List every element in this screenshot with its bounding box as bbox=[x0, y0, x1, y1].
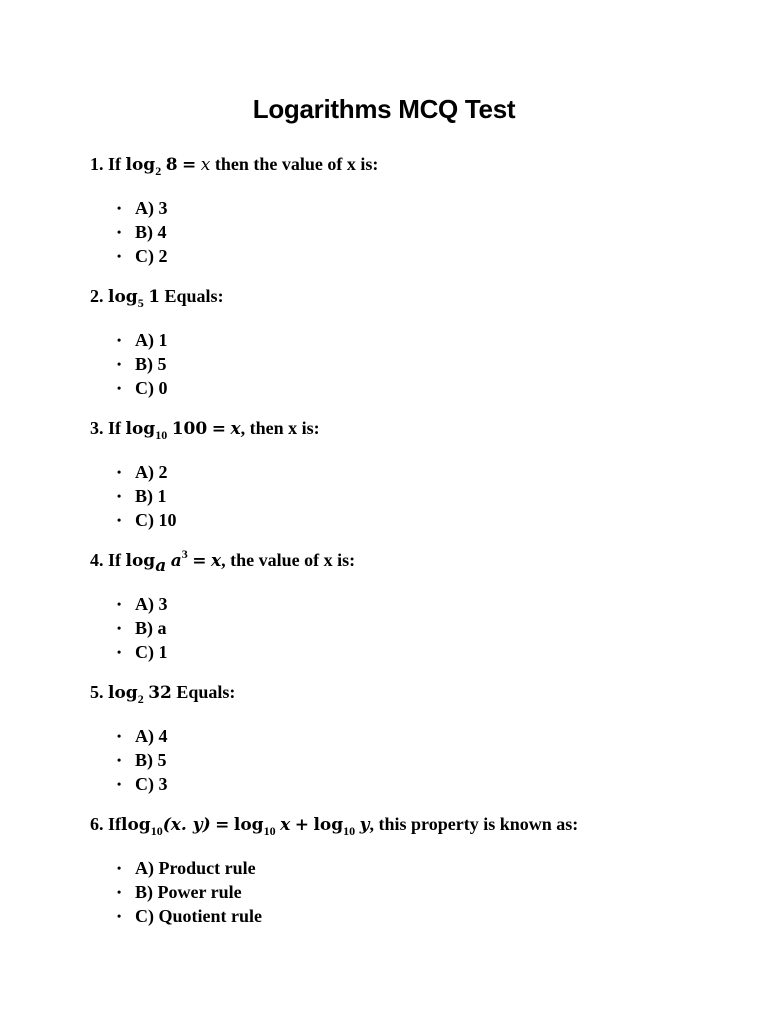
option-label: B) 5 bbox=[135, 750, 167, 770]
option-b bbox=[117, 352, 730, 376]
bullet: • bbox=[117, 729, 122, 743]
math-equals: = bbox=[192, 551, 207, 571]
math-log: log bbox=[313, 815, 344, 835]
option-label: A) 3 bbox=[135, 594, 168, 614]
bullet: • bbox=[117, 861, 122, 875]
math-arg: (x. y) bbox=[162, 815, 211, 835]
option-label: A) 1 bbox=[135, 330, 168, 350]
question-1 bbox=[90, 152, 730, 268]
question-prefix: If bbox=[108, 418, 121, 438]
option-label: B) 1 bbox=[135, 486, 167, 506]
bullet: • bbox=[117, 885, 122, 899]
option-label: C) Quotient rule bbox=[135, 906, 262, 926]
question-3 bbox=[90, 416, 730, 532]
option-label: B) 4 bbox=[135, 222, 167, 242]
option-label: C) 2 bbox=[135, 246, 168, 266]
math-arg: 100 bbox=[171, 419, 208, 439]
math-log: log bbox=[108, 683, 138, 703]
math-log: log bbox=[125, 551, 156, 571]
option-a bbox=[117, 196, 730, 220]
option-c bbox=[117, 904, 730, 928]
question-number: 6. bbox=[90, 814, 104, 834]
options-list bbox=[90, 328, 730, 400]
option-label: B) Power rule bbox=[135, 882, 242, 902]
bullet: • bbox=[117, 909, 122, 923]
question-suffix: then the value of x is: bbox=[214, 154, 379, 174]
math-arg: x bbox=[280, 815, 291, 835]
question-prefix: If bbox=[108, 550, 121, 570]
page-title: Logarithms MCQ Test bbox=[252, 94, 516, 124]
math-arg: 1 bbox=[148, 287, 161, 307]
bullet: • bbox=[117, 489, 122, 503]
math-base: 5 bbox=[137, 296, 144, 310]
question-prefix: If bbox=[108, 814, 121, 834]
question-5 bbox=[90, 680, 730, 796]
option-a bbox=[117, 592, 730, 616]
option-a bbox=[117, 328, 730, 352]
math-log: log bbox=[125, 419, 156, 439]
question-text bbox=[90, 152, 730, 177]
option-label: C) 3 bbox=[135, 774, 168, 794]
question-text bbox=[90, 812, 730, 837]
bullet: • bbox=[117, 465, 122, 479]
question-4 bbox=[90, 548, 730, 664]
option-label: A) 3 bbox=[135, 198, 168, 218]
bullet: • bbox=[117, 333, 122, 347]
question-6 bbox=[90, 812, 730, 928]
bullet: • bbox=[117, 777, 122, 791]
option-label: A) Product rule bbox=[135, 858, 256, 878]
question-prefix: If bbox=[108, 154, 121, 174]
option-a bbox=[117, 724, 730, 748]
options-list bbox=[90, 592, 730, 664]
question-number: 5. bbox=[90, 682, 104, 702]
question-number: 2. bbox=[90, 286, 104, 306]
option-label: C) 10 bbox=[135, 510, 177, 530]
math-log: log bbox=[125, 155, 156, 175]
question-number: 4. bbox=[90, 550, 104, 570]
bullet: • bbox=[117, 201, 122, 215]
question-2 bbox=[90, 284, 730, 400]
option-label: C) 1 bbox=[135, 642, 168, 662]
bullet: • bbox=[117, 645, 122, 659]
options-list bbox=[90, 196, 730, 268]
math-base: 2 bbox=[137, 692, 144, 706]
question-suffix: , this property is known as: bbox=[369, 814, 579, 834]
bullet: • bbox=[117, 381, 122, 395]
math-log: log bbox=[108, 287, 138, 307]
option-label: C) 0 bbox=[135, 378, 168, 398]
question-text bbox=[90, 547, 730, 576]
option-b bbox=[117, 220, 730, 244]
option-b bbox=[117, 484, 730, 508]
option-c bbox=[117, 376, 730, 400]
option-label: A) 4 bbox=[135, 726, 168, 746]
option-b bbox=[117, 880, 730, 904]
math-equals: = bbox=[182, 155, 197, 175]
bullet: • bbox=[117, 597, 122, 611]
bullet: • bbox=[117, 621, 122, 635]
options-list bbox=[90, 856, 730, 928]
question-suffix: Equals: bbox=[164, 286, 224, 306]
options-list bbox=[90, 460, 730, 532]
option-c bbox=[117, 244, 730, 268]
bullet: • bbox=[117, 753, 122, 767]
question-number: 1. bbox=[90, 154, 104, 174]
option-c bbox=[117, 772, 730, 796]
math-var: x bbox=[230, 419, 241, 439]
math-base: 10 bbox=[263, 824, 276, 838]
options-list bbox=[90, 724, 730, 796]
question-text bbox=[90, 680, 730, 705]
question-text bbox=[90, 416, 730, 441]
math-exponent: 3 bbox=[181, 547, 188, 561]
option-b bbox=[117, 748, 730, 772]
option-b bbox=[117, 616, 730, 640]
question-text bbox=[90, 284, 730, 309]
bullet: • bbox=[117, 225, 122, 239]
math-equals: = bbox=[215, 815, 230, 835]
math-arg: a bbox=[170, 551, 182, 571]
math-arg: y bbox=[359, 815, 370, 835]
math-base: 10 bbox=[155, 428, 168, 442]
option-label: A) 2 bbox=[135, 462, 168, 482]
question-suffix: , then x is: bbox=[240, 418, 320, 438]
option-a bbox=[117, 460, 730, 484]
bullet: • bbox=[117, 249, 122, 263]
option-c bbox=[117, 508, 730, 532]
math-var: x bbox=[200, 155, 211, 175]
math-var: x bbox=[210, 551, 222, 571]
question-suffix: , the value of x is: bbox=[221, 550, 356, 570]
math-base: a bbox=[155, 556, 167, 576]
math-arg: 8 bbox=[165, 155, 178, 175]
bullet: • bbox=[117, 357, 122, 371]
math-base: 2 bbox=[155, 164, 162, 178]
math-base: 10 bbox=[150, 824, 163, 838]
math-equals: = bbox=[211, 419, 226, 439]
question-number: 3. bbox=[90, 418, 104, 438]
math-log: log bbox=[233, 815, 264, 835]
option-label: B) 5 bbox=[135, 354, 167, 374]
bullet: • bbox=[117, 513, 122, 527]
math-base: 10 bbox=[343, 824, 356, 838]
question-suffix: Equals: bbox=[176, 682, 236, 702]
math-log: log bbox=[121, 815, 151, 835]
option-c bbox=[117, 640, 730, 664]
option-label: B) a bbox=[135, 618, 167, 638]
option-a bbox=[117, 856, 730, 880]
math-arg: 32 bbox=[148, 683, 172, 703]
math-plus: + bbox=[294, 815, 309, 835]
